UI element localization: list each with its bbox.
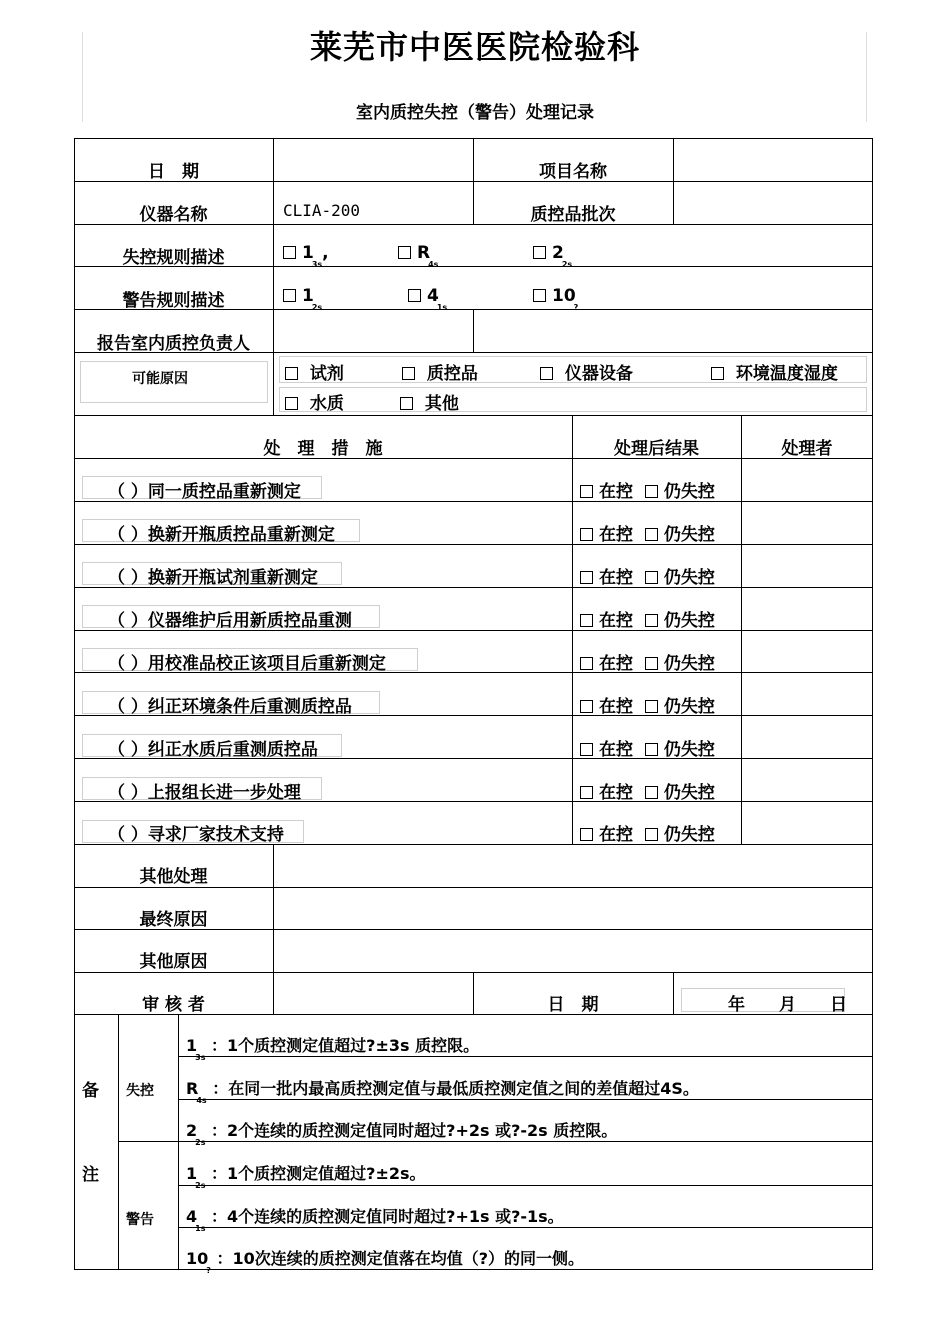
result-options-3[interactable] <box>580 563 715 588</box>
checkbox[interactable] <box>533 246 546 259</box>
checkbox-in-control[interactable] <box>580 786 593 799</box>
note-main: R <box>186 1079 199 1098</box>
oc-rule-3[interactable] <box>533 243 573 269</box>
measure-item-3[interactable]: （ ）换新开瓶试剂重新测定 <box>108 568 318 588</box>
result-in-label: 在控 <box>599 568 633 588</box>
rule-main: 2 <box>552 243 564 263</box>
col-divider <box>118 1014 119 1270</box>
result-in-label: 在控 <box>599 740 633 760</box>
measure-item-4[interactable]: （ ）仪器维护后用新质控品重测 <box>108 611 352 631</box>
checkbox[interactable] <box>398 246 411 259</box>
cause-water[interactable] <box>285 389 344 414</box>
rule <box>178 1227 873 1228</box>
checkbox-still-out[interactable] <box>645 700 658 713</box>
cause-reagent[interactable] <box>285 359 344 384</box>
note-rule-1 <box>186 1033 480 1062</box>
reviewer-label: 审 核 者 <box>142 995 205 1015</box>
note-text: ：1个质控测定值超过?±2s。 <box>211 1164 426 1183</box>
checkbox[interactable] <box>283 246 296 259</box>
measure-item-5[interactable]: （ ）用校准品校正该项目后重新测定 <box>108 654 386 674</box>
rule <box>178 1099 873 1100</box>
page-subtitle: 室内质控失控（警告）处理记录 <box>356 103 594 123</box>
checkbox-still-out[interactable] <box>645 614 658 627</box>
result-in-label: 在控 <box>599 697 633 717</box>
note-sub: 2s <box>195 1138 206 1147</box>
project-field[interactable] <box>674 139 872 181</box>
result-out-label: 仍失控 <box>663 740 715 760</box>
checkbox-in-control[interactable] <box>580 485 593 498</box>
checkbox-in-control[interactable] <box>580 743 593 756</box>
oc-rule-2[interactable] <box>398 243 439 269</box>
result-options-5[interactable] <box>580 649 715 674</box>
warn-rule-2[interactable] <box>408 286 448 312</box>
note-rule-2 <box>186 1076 699 1105</box>
handler-header: 处理者 <box>781 439 833 459</box>
checkbox[interactable] <box>400 397 413 410</box>
review-date-value[interactable]: 年 月 日 <box>728 995 847 1015</box>
cause-label: 水质 <box>309 394 344 414</box>
cause-label: 仪器设备 <box>564 364 633 384</box>
causes-label: 可能原因 <box>132 371 188 387</box>
note-sub: 4s <box>196 1096 207 1105</box>
other-handling-label: 其他处理 <box>139 867 208 887</box>
date-label: 日 期 <box>148 162 199 182</box>
other-handling-field[interactable] <box>274 845 872 887</box>
note-main: 1 <box>186 1164 198 1183</box>
responsible-field[interactable] <box>274 310 473 352</box>
col-divider <box>473 309 474 352</box>
result-out-label: 仍失控 <box>663 482 715 502</box>
col-divider <box>178 1014 179 1270</box>
cause-label: 环境温度湿度 <box>735 364 838 384</box>
warn-rule-label: 警告规则描述 <box>122 291 225 311</box>
rule-sub: 2s <box>311 303 323 312</box>
reviewer-field[interactable] <box>274 973 473 1014</box>
note-text: ：1个质控测定值超过?±3s 质控限。 <box>211 1036 480 1055</box>
checkbox[interactable] <box>533 289 546 302</box>
result-options-7[interactable] <box>580 735 715 760</box>
note-rule-6 <box>186 1246 585 1275</box>
result-out-label: 仍失控 <box>663 525 715 545</box>
rule-sub: 1s <box>436 303 448 312</box>
checkbox-still-out[interactable] <box>645 657 658 670</box>
result-out-label: 仍失控 <box>663 611 715 631</box>
rule <box>178 1185 873 1186</box>
rule-suffix: , <box>322 243 329 263</box>
warn-rule-1[interactable] <box>283 286 323 312</box>
result-out-label: 仍失控 <box>663 825 715 845</box>
note-text: ：10次连续的质控测定值落在均值（?）的同一侧。 <box>216 1249 585 1268</box>
review-date-label: 日 期 <box>547 995 599 1015</box>
measure-item-1[interactable]: （ ）同一质控品重新测定 <box>108 482 301 502</box>
instrument-label: 仪器名称 <box>139 205 208 225</box>
date-field[interactable] <box>274 139 473 181</box>
note-main: 1 <box>186 1036 198 1055</box>
result-in-label: 在控 <box>599 611 633 631</box>
result-options-1[interactable] <box>580 477 715 502</box>
rule-main: 10 <box>552 286 576 306</box>
checkbox-in-control[interactable] <box>580 528 593 541</box>
result-in-label: 在控 <box>599 783 633 803</box>
result-out-label: 仍失控 <box>663 783 715 803</box>
measure-item-7[interactable]: （ ）纠正水质后重测质控品 <box>108 740 318 760</box>
notes-warn-label: 警告 <box>126 1212 154 1228</box>
result-in-label: 在控 <box>599 825 633 845</box>
instrument-value[interactable]: CLIA-200 <box>283 201 361 220</box>
note-rule-5 <box>186 1204 564 1233</box>
checkbox[interactable] <box>540 367 553 380</box>
rule-sub: 4s <box>428 260 439 269</box>
rule-main: 4 <box>427 286 439 306</box>
note-sub: 2s <box>195 1181 206 1190</box>
final-cause-label: 最终原因 <box>139 910 208 930</box>
checkbox-in-control[interactable] <box>580 700 593 713</box>
result-in-label: 在控 <box>599 482 633 502</box>
page-title: 莱芜市中医医院检验科 <box>309 28 640 66</box>
warn-rule-3[interactable] <box>533 286 579 312</box>
responsible-label: 报告室内质控负责人 <box>97 334 250 354</box>
note-main: 4 <box>186 1207 198 1226</box>
checkbox[interactable] <box>408 289 421 302</box>
checkbox[interactable] <box>711 367 724 380</box>
project-label: 项目名称 <box>539 162 607 182</box>
result-out-label: 仍失控 <box>663 568 715 588</box>
result-options-2[interactable] <box>580 520 715 545</box>
final-cause-field[interactable] <box>274 888 872 929</box>
result-out-label: 仍失控 <box>663 654 715 674</box>
rule <box>118 1141 873 1142</box>
checkbox-still-out[interactable] <box>645 485 658 498</box>
notes-label-bottom: 注 <box>82 1165 99 1185</box>
measures-header: 处 理 措 施 <box>263 439 383 459</box>
result-header: 处理后结果 <box>614 439 699 459</box>
oc-rule-1[interactable] <box>283 243 329 269</box>
result-options-6[interactable] <box>580 692 715 717</box>
result-in-label: 在控 <box>599 654 633 674</box>
checkbox[interactable] <box>283 289 296 302</box>
col-divider <box>741 415 742 844</box>
notes-label-top: 备 <box>82 1081 99 1101</box>
note-main: 2 <box>186 1121 198 1140</box>
note-sub: ? <box>206 1266 211 1275</box>
rule-main: 1 <box>302 286 314 306</box>
cause-other[interactable] <box>400 389 459 414</box>
checkbox-still-out[interactable] <box>645 743 658 756</box>
checkbox-still-out[interactable] <box>645 528 658 541</box>
cause-label: 其他 <box>424 394 459 414</box>
causes-row-2 <box>279 387 867 412</box>
checkbox-in-control[interactable] <box>580 828 593 841</box>
note-text: ：4个连续的质控测定值同时超过?+1s 或?-1s。 <box>211 1207 564 1226</box>
checkbox[interactable] <box>285 367 298 380</box>
col-divider <box>673 972 674 1014</box>
result-options-8[interactable] <box>580 778 715 803</box>
checkbox-still-out[interactable] <box>645 786 658 799</box>
rule <box>178 1056 873 1057</box>
checkbox[interactable] <box>402 367 415 380</box>
checkbox-still-out[interactable] <box>645 571 658 584</box>
notes-oc-label: 失控 <box>126 1083 154 1099</box>
cause-label: 试剂 <box>309 364 344 384</box>
lot-label: 质控品批次 <box>530 205 616 225</box>
note-sub: 3s <box>195 1053 206 1062</box>
measure-item-2[interactable]: （ ）换新开瓶质控品重新测定 <box>108 525 335 545</box>
result-out-label: 仍失控 <box>663 697 715 717</box>
note-rule-4 <box>186 1161 426 1190</box>
measure-item-9[interactable]: （ ）寻求厂家技术支持 <box>108 825 284 845</box>
oc-rule-label: 失控规则描述 <box>122 248 225 268</box>
checkbox-in-control[interactable] <box>580 657 593 670</box>
other-cause-label: 其他原因 <box>139 952 208 972</box>
result-in-label: 在控 <box>599 525 633 545</box>
lot-field[interactable] <box>674 182 872 224</box>
measure-item-8[interactable]: （ ）上报组长进一步处理 <box>108 783 301 803</box>
measure-item-6[interactable]: （ ）纠正环境条件后重测质控品 <box>108 697 352 717</box>
cause-label: 质控品 <box>426 364 478 384</box>
checkbox[interactable] <box>285 397 298 410</box>
rule-sub: ? <box>573 303 579 312</box>
rule <box>74 415 873 416</box>
col-divider <box>572 415 573 844</box>
result-options-9[interactable] <box>580 820 715 845</box>
checkbox-in-control[interactable] <box>580 614 593 627</box>
other-cause-field[interactable] <box>274 930 872 972</box>
cause-instrument[interactable] <box>540 359 633 384</box>
rule-main: 1 <box>302 243 314 263</box>
note-main: 10 <box>186 1249 209 1268</box>
cause-qc-material[interactable] <box>402 359 478 384</box>
rule-sub: 2s <box>561 260 573 269</box>
checkbox-in-control[interactable] <box>580 571 593 584</box>
note-text: ：2个连续的质控测定值同时超过?+2s 或?-2s 质控限。 <box>211 1121 618 1140</box>
cause-environment[interactable] <box>711 359 838 384</box>
note-text: ：在同一批内最高质控测定值与最低质控测定值之间的差值超过4S。 <box>212 1079 699 1098</box>
note-sub: 1s <box>195 1224 206 1233</box>
rule-sub: 3s <box>311 260 323 269</box>
result-options-4[interactable] <box>580 606 715 631</box>
checkbox-still-out[interactable] <box>645 828 658 841</box>
note-rule-3 <box>186 1118 618 1147</box>
rule-main: R <box>417 243 431 263</box>
